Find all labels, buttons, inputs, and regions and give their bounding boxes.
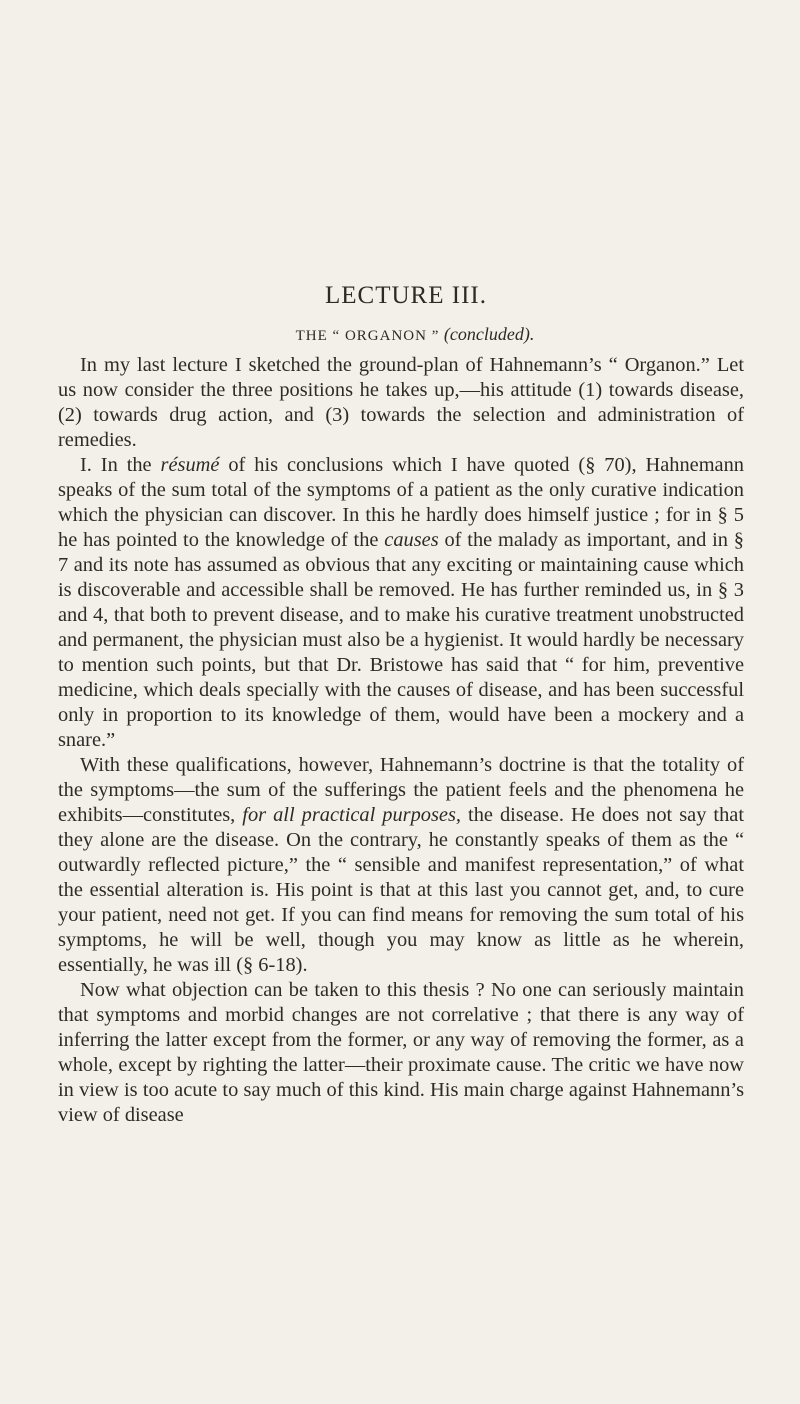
italic-text: causes	[384, 529, 439, 551]
text-run: With these qualifications, however, Hahnemann’s doctrine is that the totality of the symptoms—the sum of the sufferings the patient feels and the phenomena he exhibits—constitutes,	[58, 754, 744, 826]
italic-text: résumé	[160, 454, 220, 476]
text-run: of the malady as important, and in § 7 and its note has assumed as obvious that any exciting or maintaining cause which is discoverable and accessible shall be removed. He has further reminded us, in § 3 and 4, that both to prevent disease, and to make his curative treatment unobstructed and permanent, the physician must also be a hygienist. It would hardly be necessary to mention such points, but that Dr. Bristowe has said that “ for him, preventive medicine, which deals specially with the causes of disease, and has been successful only in proportion to its knowledge of them, would have been a mockery and a snare.”	[58, 529, 744, 751]
text-run: In my last lecture I sketched the ground-plan of Hahnemann’s “ Organon.” Let us now consider the three positions he takes up,—his attitude (1) towards disease, (2) towards drug action, and (3) towards the selection and administration of remedies.	[58, 354, 744, 451]
subtitle-suffix: (concluded).	[443, 324, 535, 344]
paragraph-2	[58, 453, 744, 753]
text-run: Now what objection can be taken to this thesis ? No one can seriously maintain that symptoms and morbid changes are not correlative ; that there is any way of inferring the latter except from the former, or any way of removing the former, as a whole, except by righting the latter—their proximate cause. The critic we have now in view is too acute to say much of this kind. His main charge against Hahnemann’s view of disease	[58, 979, 744, 1126]
subtitle-prefix: THE “ ORGANON ”	[295, 328, 440, 344]
lecture-title: LECTURE III.	[325, 282, 487, 309]
body-text	[58, 353, 744, 1128]
text-run: of his conclusions which I have quoted (§ 70), Hahnemann speaks of the sum total of the symptoms of a patient as the only curative indication which the physician can discover. In this he hardly does himself justice ; for in § 5 he has pointed to the knowledge of the	[58, 454, 745, 551]
italic-text: for all practical purposes,	[242, 804, 462, 826]
paragraph-4	[58, 978, 744, 1128]
paragraph-1	[58, 353, 744, 453]
text-run: the disease. He does not say that they alone are the disease. On the contrary, he constantly speaks of them as the “ outwardly reflected picture,” the “ sensible and manifest representation,” of what the essential alteration is. His point is that at this last you cannot get, and, to cure your patient, need not get. If you can find means for removing the sum total of his symptoms, he will be well, though you may know as little as he wherein, essentially, he was ill (§ 6-18).	[58, 804, 745, 976]
paragraph-3	[58, 753, 744, 978]
lecture-subtitle	[58, 324, 744, 345]
text-run: I. In the	[80, 454, 161, 476]
